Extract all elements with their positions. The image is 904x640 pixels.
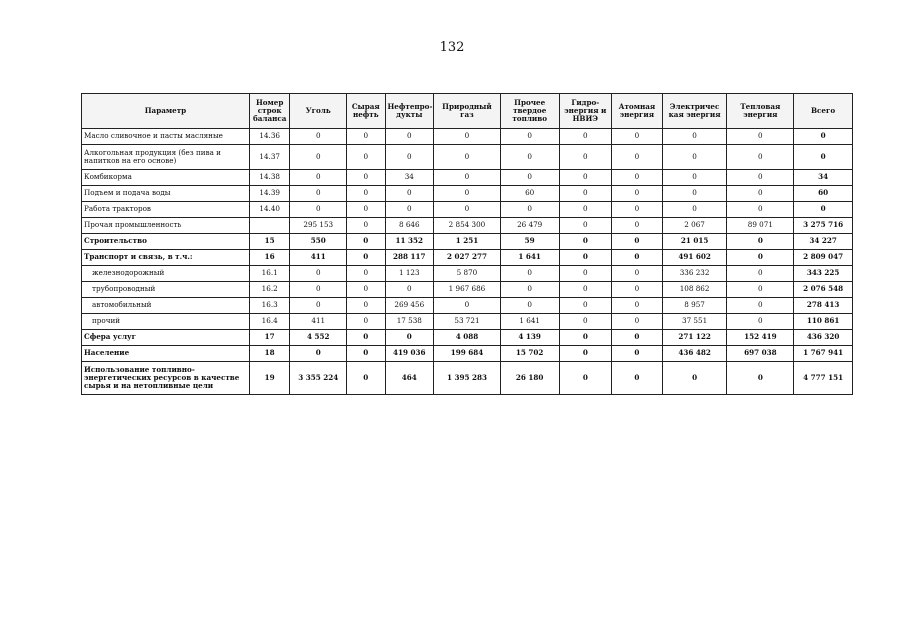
table-cell: 0 [434,186,501,202]
column-header: Атомная энергия [612,94,663,129]
row-parameter: Масло сливочное и пасты масляные [82,129,250,145]
table-cell: 1 251 [434,234,501,250]
table-cell: 1 395 283 [434,362,501,395]
table-cell: 0 [612,250,663,266]
table-cell: 1 967 686 [434,282,501,298]
table-cell: 0 [727,234,794,250]
table-cell: 0 [794,145,853,170]
table-row [82,298,853,314]
table-row [82,266,853,282]
table-cell: 8 646 [385,218,434,234]
table-cell: 0 [794,202,853,218]
table-cell: 278 413 [794,298,853,314]
table-cell: 0 [290,186,347,202]
table-cell: 0 [612,170,663,186]
table-cell: 1 641 [500,314,559,330]
table-row [82,202,853,218]
table-cell: 60 [794,186,853,202]
table-cell: 0 [347,346,385,362]
table-cell: 2 076 548 [794,282,853,298]
column-header: Параметр [82,94,250,129]
table-cell: 0 [500,170,559,186]
table-cell: 0 [612,129,663,145]
table-cell: 17 538 [385,314,434,330]
table-cell: 0 [290,145,347,170]
table-cell: 4 088 [434,330,501,346]
table-cell: 0 [559,266,612,282]
table-cell: 436 320 [794,330,853,346]
table-cell: 0 [559,298,612,314]
table-cell: 0 [559,314,612,330]
column-header: Гидро-энергия и НВИЭ [559,94,612,129]
table-row [82,330,853,346]
table-cell: 2 809 047 [794,250,853,266]
table-row [82,186,853,202]
table-cell: 2 067 [662,218,727,234]
table-row [82,362,853,395]
table-cell: 0 [727,266,794,282]
row-line-number [249,218,289,234]
table-cell: 0 [500,266,559,282]
table-cell: 0 [559,218,612,234]
table-cell: 491 602 [662,250,727,266]
table-cell: 34 227 [794,234,853,250]
table-cell: 0 [612,362,663,395]
table-cell: 0 [500,202,559,218]
table-cell: 0 [290,202,347,218]
table-cell: 0 [500,145,559,170]
table-cell: 269 456 [385,298,434,314]
table-cell: 0 [612,298,663,314]
row-line-number: 15 [249,234,289,250]
row-line-number: 14.38 [249,170,289,186]
column-header: Электричес кая энергия [662,94,727,129]
row-parameter: трубопроводный [82,282,250,298]
table-cell: 0 [662,362,727,395]
table-cell: 0 [347,145,385,170]
table-cell: 0 [612,266,663,282]
row-parameter: Комбикорма [82,170,250,186]
table-cell: 21 015 [662,234,727,250]
table-cell: 108 862 [662,282,727,298]
table-cell: 0 [347,170,385,186]
row-parameter: Работа тракторов [82,202,250,218]
table-cell: 0 [385,129,434,145]
table-cell: 0 [612,234,663,250]
table-cell: 60 [500,186,559,202]
table-cell: 0 [500,298,559,314]
column-header: Тепловая энергия [727,94,794,129]
row-parameter: Алкогольная продукция (без пива и напитков на его основе) [82,145,250,170]
column-header: Всего [794,94,853,129]
row-parameter: прочий [82,314,250,330]
table-cell: 0 [347,218,385,234]
table-cell: 0 [612,282,663,298]
table-cell: 0 [347,202,385,218]
row-line-number: 16.3 [249,298,289,314]
table-cell: 0 [290,266,347,282]
column-header: Сырая нефть [347,94,385,129]
table-cell: 0 [559,186,612,202]
column-header: Прочее твердое топливо [500,94,559,129]
table-cell: 0 [727,170,794,186]
table-cell: 89 071 [727,218,794,234]
table-cell: 59 [500,234,559,250]
page-number: 132 [439,40,465,55]
table-cell: 271 122 [662,330,727,346]
table-cell: 0 [385,202,434,218]
table-cell: 0 [727,186,794,202]
table-cell: 0 [559,346,612,362]
table-cell: 0 [347,250,385,266]
table-cell: 4 552 [290,330,347,346]
table-cell: 411 [290,314,347,330]
row-line-number: 14.36 [249,129,289,145]
row-line-number: 14.37 [249,145,289,170]
table-cell: 0 [727,129,794,145]
table-cell: 0 [434,170,501,186]
table-cell: 0 [347,186,385,202]
table-cell: 0 [662,170,727,186]
table-cell: 53 721 [434,314,501,330]
table-cell: 26 180 [500,362,559,395]
column-header: Номер строк баланса [249,94,289,129]
column-header: Нефтепро-дукты [385,94,434,129]
table-row [82,314,853,330]
row-line-number: 17 [249,330,289,346]
table-cell: 1 767 941 [794,346,853,362]
table-cell: 0 [612,218,663,234]
table-cell: 0 [347,298,385,314]
table-cell: 0 [727,202,794,218]
table-row [82,234,853,250]
row-parameter: Строительство [82,234,250,250]
row-line-number: 18 [249,346,289,362]
table-cell: 110 861 [794,314,853,330]
table-cell: 0 [727,145,794,170]
table-cell: 1 123 [385,266,434,282]
table-cell: 0 [347,266,385,282]
table-cell: 1 641 [500,250,559,266]
table-cell: 0 [727,314,794,330]
table-cell: 11 352 [385,234,434,250]
table-cell: 0 [612,330,663,346]
row-line-number: 14.39 [249,186,289,202]
table-cell: 336 232 [662,266,727,282]
table-cell: 0 [347,330,385,346]
table-cell: 0 [662,129,727,145]
table-cell: 0 [347,362,385,395]
table-cell: 0 [290,170,347,186]
table-cell: 3 275 716 [794,218,853,234]
table-cell: 419 036 [385,346,434,362]
table-cell: 0 [290,282,347,298]
table-cell: 0 [727,362,794,395]
table-cell: 37 551 [662,314,727,330]
table-cell: 0 [559,129,612,145]
table-row [82,282,853,298]
table-cell: 0 [662,145,727,170]
table-cell: 2 027 277 [434,250,501,266]
table-row [82,170,853,186]
table-cell: 0 [290,298,347,314]
table-header-row [82,94,853,129]
table-cell: 0 [559,202,612,218]
table-cell: 0 [612,202,663,218]
table-cell: 697 038 [727,346,794,362]
table-cell: 0 [434,145,501,170]
table-cell: 550 [290,234,347,250]
table-cell: 0 [385,145,434,170]
table-row [82,145,853,170]
table-cell: 0 [559,234,612,250]
table-cell: 3 355 224 [290,362,347,395]
row-line-number: 16.1 [249,266,289,282]
table-cell: 0 [559,362,612,395]
table-cell: 0 [559,250,612,266]
row-line-number: 16 [249,250,289,266]
table-cell: 0 [290,346,347,362]
row-parameter: автомобильный [82,298,250,314]
table-cell: 8 957 [662,298,727,314]
table-cell: 0 [727,298,794,314]
table-cell: 0 [385,186,434,202]
row-parameter: Подъем и подача воды [82,186,250,202]
row-parameter: Сфера услуг [82,330,250,346]
table-cell: 2 854 300 [434,218,501,234]
column-header: Уголь [290,94,347,129]
table-body [82,129,853,395]
table-cell: 0 [434,129,501,145]
table-cell: 411 [290,250,347,266]
table-cell: 0 [727,250,794,266]
table-cell: 4 139 [500,330,559,346]
row-line-number: 14.40 [249,202,289,218]
table-cell: 343 225 [794,266,853,282]
table-cell: 34 [794,170,853,186]
table-cell: 0 [290,129,347,145]
row-parameter: Транспорт и связь, в т.ч.: [82,250,250,266]
table-cell: 0 [385,282,434,298]
table-cell: 0 [434,202,501,218]
row-parameter: железнодорожный [82,266,250,282]
table-cell: 436 482 [662,346,727,362]
table-cell: 0 [347,234,385,250]
table-cell: 0 [612,145,663,170]
table-row [82,346,853,362]
table-row [82,250,853,266]
column-header: Природный газ [434,94,501,129]
table-cell: 0 [559,145,612,170]
table-cell: 0 [385,330,434,346]
table-cell: 152 419 [727,330,794,346]
table-cell: 15 702 [500,346,559,362]
table-cell: 0 [347,314,385,330]
table-row [82,218,853,234]
table-cell: 199 684 [434,346,501,362]
table-cell: 0 [347,129,385,145]
table-cell: 0 [727,282,794,298]
table-cell: 0 [559,170,612,186]
table-cell: 5 870 [434,266,501,282]
table-cell: 0 [434,298,501,314]
table-cell: 0 [612,186,663,202]
row-parameter: Прочая промышленность [82,218,250,234]
row-line-number: 16.2 [249,282,289,298]
row-parameter: Использование топливно-энергетических ресурсов в качестве сырья и на нетопливные цели [82,362,250,395]
table-cell: 0 [559,330,612,346]
table-cell: 0 [347,282,385,298]
row-line-number: 19 [249,362,289,395]
table-cell: 34 [385,170,434,186]
energy-balance-table [81,93,853,395]
table-cell: 0 [612,314,663,330]
table-cell: 0 [500,282,559,298]
table-cell: 464 [385,362,434,395]
table-cell: 4 777 151 [794,362,853,395]
row-parameter: Население [82,346,250,362]
table-cell: 0 [559,282,612,298]
table-cell: 26 479 [500,218,559,234]
table-cell: 0 [612,346,663,362]
table-cell: 288 117 [385,250,434,266]
table-cell: 0 [794,129,853,145]
table-cell: 295 153 [290,218,347,234]
table-cell: 0 [500,129,559,145]
table-row [82,129,853,145]
table-cell: 0 [662,202,727,218]
table-cell: 0 [662,186,727,202]
row-line-number: 16.4 [249,314,289,330]
